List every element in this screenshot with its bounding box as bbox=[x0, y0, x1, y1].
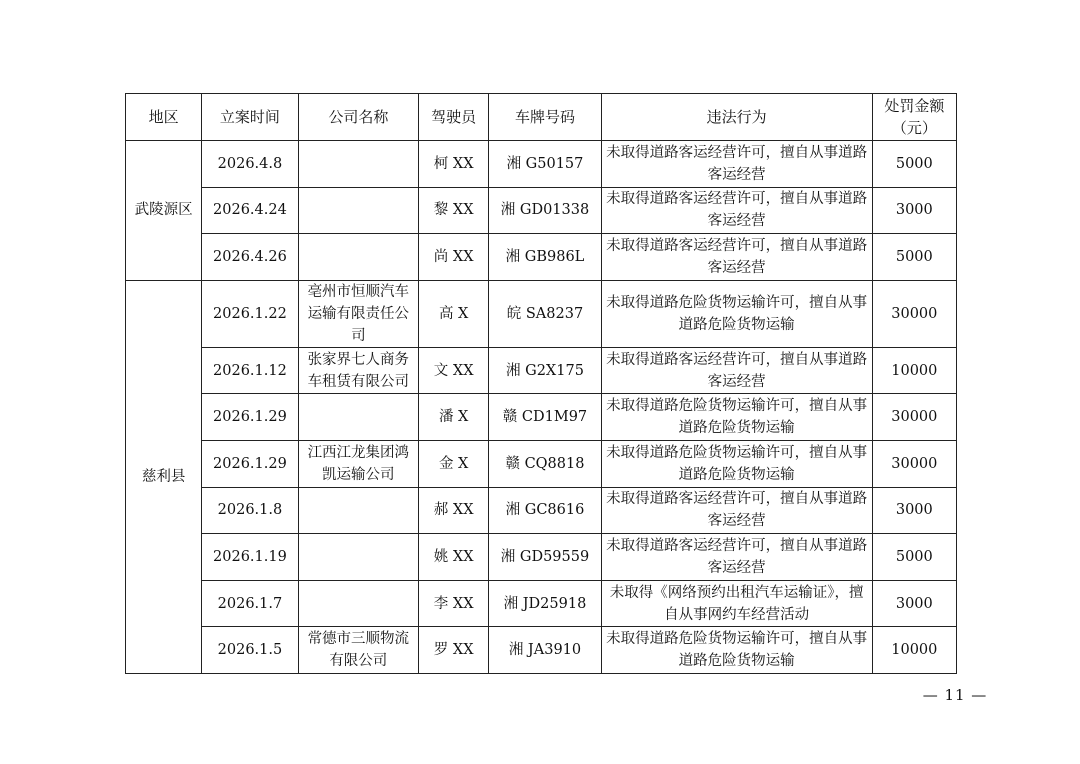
cell-driver-text: 文 XX bbox=[433, 362, 474, 379]
cell-violation-text: 未取得道路客运经营许可，擅自从事道路客运经营 bbox=[606, 491, 868, 530]
header-plate: 车牌号码 bbox=[489, 94, 601, 141]
cell-driver-text: 罗 XX bbox=[433, 642, 474, 659]
cell-company bbox=[298, 234, 418, 281]
cell-violation-text: 未取得道路危险货物运输许可，擅自从事道路危险货物运输 bbox=[606, 294, 868, 333]
cell-violation-text: 未取得《网络预约出租汽车运输证》，擅自从事网约车经营活动 bbox=[609, 584, 864, 623]
cell-fine-text: 30000 bbox=[891, 455, 938, 472]
cell-driver-text: 柯 XX bbox=[433, 155, 474, 172]
cell-company bbox=[298, 394, 418, 441]
cell-plate bbox=[489, 440, 601, 487]
cell-fine bbox=[872, 394, 956, 441]
cell-filing-date bbox=[202, 280, 298, 347]
table-row bbox=[126, 627, 957, 674]
table-row bbox=[126, 440, 957, 487]
cell-violation-text: 未取得道路客运经营许可，擅自从事道路客运经营 bbox=[606, 351, 868, 390]
cell-filing-date-text: 2026.1.29 bbox=[213, 455, 287, 472]
cell-violation-text: 未取得道路危险货物运输许可，擅自从事道路危险货物运输 bbox=[606, 444, 868, 483]
cell-company bbox=[298, 534, 418, 581]
table-row bbox=[126, 141, 957, 188]
header-driver: 驾驶员 bbox=[419, 94, 489, 141]
cell-plate-text: 湘 JD25918 bbox=[503, 595, 587, 612]
cell-plate bbox=[489, 627, 601, 674]
cell-plate bbox=[489, 394, 601, 441]
cell-violation-text: 未取得道路危险货物运输许可，擅自从事道路危险货物运输 bbox=[606, 631, 868, 670]
cell-plate-text: 赣 CD1M97 bbox=[502, 409, 588, 426]
cell-plate bbox=[489, 234, 601, 281]
cell-plate bbox=[489, 347, 601, 394]
cell-violation-text: 未取得道路危险货物运输许可，擅自从事道路危险货物运输 bbox=[606, 398, 868, 437]
cell-fine-text: 10000 bbox=[891, 362, 938, 379]
cell-driver-text: 潘 X bbox=[438, 409, 469, 426]
cell-company bbox=[298, 627, 418, 674]
header-violation: 违法行为 bbox=[601, 94, 872, 141]
table-body bbox=[126, 141, 957, 674]
cell-violation-text: 未取得道路客运经营许可，擅自从事道路客运经营 bbox=[606, 191, 868, 230]
cell-company bbox=[298, 347, 418, 394]
cell-filing-date bbox=[202, 580, 298, 627]
cell-company bbox=[298, 141, 418, 188]
cell-plate-text: 湘 G2X175 bbox=[506, 362, 584, 379]
header-company: 公司名称 bbox=[298, 94, 418, 141]
cell-filing-date bbox=[202, 440, 298, 487]
cell-company-text: 亳州市恒顺汽车运输有限责任公司 bbox=[307, 283, 410, 344]
cell-filing-date-text: 2026.1.22 bbox=[213, 305, 287, 322]
cell-plate bbox=[489, 534, 601, 581]
cell-plate bbox=[489, 187, 601, 234]
cell-driver bbox=[419, 627, 489, 674]
cell-company bbox=[298, 440, 418, 487]
cell-filing-date bbox=[202, 487, 298, 534]
table-row bbox=[126, 347, 957, 394]
cell-filing-date bbox=[202, 394, 298, 441]
cell-fine bbox=[872, 280, 956, 347]
cell-filing-date-text: 2026.1.19 bbox=[213, 548, 287, 565]
cell-filing-date-text: 2026.4.8 bbox=[217, 155, 283, 172]
cell-filing-date bbox=[202, 141, 298, 188]
cell-filing-date-text: 2026.1.29 bbox=[213, 409, 287, 426]
cell-driver bbox=[419, 280, 489, 347]
cell-filing-date-text: 2026.4.26 bbox=[213, 248, 287, 265]
header-fine: 处罚金额（元） bbox=[872, 94, 956, 141]
cell-violation bbox=[601, 580, 872, 627]
table-row bbox=[126, 534, 957, 581]
table-row bbox=[126, 280, 957, 347]
cell-driver-text: 高 X bbox=[438, 305, 469, 322]
cell-fine bbox=[872, 187, 956, 234]
cell-driver-text: 姚 XX bbox=[433, 548, 474, 565]
cell-driver-text: 金 X bbox=[438, 455, 469, 472]
cell-fine-text: 30000 bbox=[891, 409, 938, 426]
cell-filing-date-text: 2026.4.24 bbox=[213, 202, 287, 219]
cell-company-text: 常德市三顺物流有限公司 bbox=[307, 631, 410, 670]
cell-plate-text: 湘 GC8616 bbox=[505, 502, 585, 519]
cell-driver-text: 黎 XX bbox=[433, 202, 474, 219]
cell-violation bbox=[601, 280, 872, 347]
cell-fine bbox=[872, 534, 956, 581]
cell-company-text: 江西江龙集团鸿凯运输公司 bbox=[307, 444, 410, 483]
cell-filing-date-text: 2026.1.12 bbox=[213, 362, 287, 379]
cell-driver-text: 郝 XX bbox=[433, 502, 474, 519]
cell-plate-text: 湘 GD01338 bbox=[500, 202, 590, 219]
cell-filing-date bbox=[202, 234, 298, 281]
penalty-table bbox=[125, 93, 957, 674]
cell-driver-text: 李 XX bbox=[433, 595, 474, 612]
cell-fine-text: 30000 bbox=[891, 305, 938, 322]
cell-plate-text: 湘 JA3910 bbox=[508, 642, 582, 659]
cell-filing-date bbox=[202, 187, 298, 234]
table-row bbox=[126, 187, 957, 234]
cell-violation bbox=[601, 487, 872, 534]
cell-fine bbox=[872, 234, 956, 281]
cell-fine bbox=[872, 487, 956, 534]
cell-driver bbox=[419, 534, 489, 581]
table-row bbox=[126, 394, 957, 441]
cell-violation bbox=[601, 234, 872, 281]
cell-fine bbox=[872, 580, 956, 627]
cell-region: 慈利县 bbox=[126, 280, 202, 673]
cell-violation-text: 未取得道路客运经营许可，擅自从事道路客运经营 bbox=[606, 144, 868, 183]
cell-fine bbox=[872, 141, 956, 188]
cell-filing-date-text: 2026.1.8 bbox=[217, 502, 283, 519]
table-row bbox=[126, 580, 957, 627]
cell-company bbox=[298, 580, 418, 627]
cell-filing-date bbox=[202, 347, 298, 394]
cell-plate-text: 湘 GB986L bbox=[505, 248, 585, 265]
cell-violation bbox=[601, 141, 872, 188]
header-region: 地区 bbox=[126, 94, 202, 141]
cell-fine bbox=[872, 627, 956, 674]
cell-driver bbox=[419, 487, 489, 534]
cell-violation bbox=[601, 187, 872, 234]
table-header-row bbox=[126, 94, 957, 141]
cell-filing-date bbox=[202, 627, 298, 674]
cell-company bbox=[298, 487, 418, 534]
cell-violation bbox=[601, 534, 872, 581]
cell-plate bbox=[489, 141, 601, 188]
cell-fine-text: 3000 bbox=[895, 595, 933, 612]
table-row bbox=[126, 234, 957, 281]
cell-company bbox=[298, 187, 418, 234]
cell-violation bbox=[601, 394, 872, 441]
cell-plate bbox=[489, 580, 601, 627]
cell-region: 武陵源区 bbox=[126, 141, 202, 281]
cell-filing-date-text: 2026.1.5 bbox=[217, 642, 283, 659]
cell-plate-text: 皖 SA8237 bbox=[506, 305, 584, 322]
table-row bbox=[126, 487, 957, 534]
cell-driver bbox=[419, 580, 489, 627]
cell-driver bbox=[419, 394, 489, 441]
cell-filing-date bbox=[202, 534, 298, 581]
cell-violation-text: 未取得道路客运经营许可，擅自从事道路客运经营 bbox=[606, 537, 868, 576]
cell-fine-text: 5000 bbox=[895, 248, 933, 265]
cell-violation-text: 未取得道路客运经营许可，擅自从事道路客运经营 bbox=[606, 237, 868, 276]
cell-driver-text: 尚 XX bbox=[433, 248, 474, 265]
cell-driver bbox=[419, 347, 489, 394]
page-number: — 11 — bbox=[922, 686, 988, 704]
cell-fine-text: 5000 bbox=[895, 548, 933, 565]
cell-fine-text: 5000 bbox=[895, 155, 933, 172]
cell-violation bbox=[601, 440, 872, 487]
cell-plate-text: 湘 GD59559 bbox=[500, 548, 590, 565]
cell-plate bbox=[489, 280, 601, 347]
cell-plate bbox=[489, 487, 601, 534]
header-filing-date: 立案时间 bbox=[202, 94, 298, 141]
cell-fine bbox=[872, 440, 956, 487]
cell-fine-text: 10000 bbox=[891, 642, 938, 659]
cell-company bbox=[298, 280, 418, 347]
cell-driver bbox=[419, 187, 489, 234]
cell-fine-text: 3000 bbox=[895, 202, 933, 219]
cell-violation bbox=[601, 627, 872, 674]
cell-plate-text: 湘 G50157 bbox=[506, 155, 584, 172]
cell-driver bbox=[419, 141, 489, 188]
cell-violation bbox=[601, 347, 872, 394]
cell-driver bbox=[419, 440, 489, 487]
cell-filing-date-text: 2026.1.7 bbox=[217, 595, 283, 612]
cell-fine bbox=[872, 347, 956, 394]
cell-plate-text: 赣 CQ8818 bbox=[505, 455, 585, 472]
cell-fine-text: 3000 bbox=[895, 502, 933, 519]
cell-company-text: 张家界七人商务车租赁有限公司 bbox=[307, 351, 410, 390]
cell-driver bbox=[419, 234, 489, 281]
